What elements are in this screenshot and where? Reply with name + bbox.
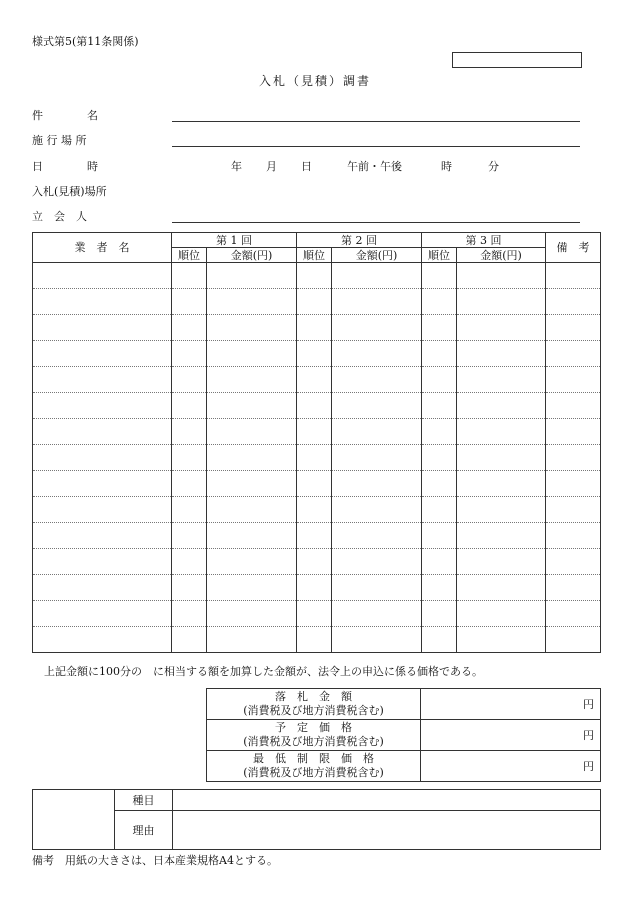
remarks-cell[interactable] <box>546 549 601 575</box>
vendor-cell[interactable] <box>33 341 172 367</box>
amount-cell[interactable] <box>207 393 297 419</box>
rank-cell[interactable] <box>422 289 457 315</box>
rank-cell[interactable] <box>172 471 207 497</box>
table-row <box>33 549 601 575</box>
price-amount-minimum[interactable] <box>421 751 601 782</box>
table-row <box>33 263 601 289</box>
rank-cell[interactable] <box>172 419 207 445</box>
rank-cell[interactable] <box>172 289 207 315</box>
rank-cell[interactable] <box>422 575 457 601</box>
amount-cell[interactable] <box>207 523 297 549</box>
amount-cell[interactable] <box>332 445 422 471</box>
rank-cell[interactable] <box>297 289 332 315</box>
rank-cell[interactable] <box>422 445 457 471</box>
amount-cell[interactable] <box>457 367 546 393</box>
amount-cell[interactable] <box>207 627 297 653</box>
rank-cell[interactable] <box>172 601 207 627</box>
datetime-ampm: 午前・午後 <box>347 160 402 173</box>
table-row <box>33 445 601 471</box>
amount-cell[interactable] <box>457 471 546 497</box>
price-label-main: 予 定 価 格 <box>275 721 352 734</box>
table-row <box>33 315 601 341</box>
vendor-cell[interactable] <box>33 445 172 471</box>
vendor-cell[interactable] <box>33 497 172 523</box>
rank-cell[interactable] <box>172 549 207 575</box>
amount-cell[interactable] <box>457 341 546 367</box>
price-row-award <box>207 689 601 720</box>
amount-cell[interactable] <box>332 263 422 289</box>
amount-cell[interactable] <box>457 315 546 341</box>
amount-cell[interactable] <box>457 393 546 419</box>
rank-cell[interactable] <box>297 393 332 419</box>
rank-cell[interactable] <box>297 497 332 523</box>
rank-cell[interactable] <box>422 341 457 367</box>
rank-cell[interactable] <box>297 367 332 393</box>
amount-cell[interactable] <box>207 341 297 367</box>
amount-cell[interactable] <box>457 289 546 315</box>
rank-cell[interactable] <box>297 315 332 341</box>
amount-cell[interactable] <box>207 263 297 289</box>
amount-cell[interactable] <box>207 575 297 601</box>
remarks-cell[interactable] <box>546 419 601 445</box>
vendor-cell[interactable] <box>33 523 172 549</box>
remarks-cell[interactable] <box>546 393 601 419</box>
rank-cell[interactable] <box>297 263 332 289</box>
rank-cell[interactable] <box>172 627 207 653</box>
vendor-cell[interactable] <box>33 263 172 289</box>
price-row-planned <box>207 720 601 751</box>
amount-cell[interactable] <box>332 549 422 575</box>
price-row-minimum <box>207 751 601 782</box>
table-row <box>33 523 601 549</box>
price-label-sub: (消費税及び地方消費税含む) <box>243 704 384 717</box>
rank-cell[interactable] <box>422 601 457 627</box>
amount-cell[interactable] <box>457 497 546 523</box>
rank-cell[interactable] <box>297 575 332 601</box>
table-row <box>33 393 601 419</box>
vendor-cell[interactable] <box>33 393 172 419</box>
witness-line[interactable] <box>172 222 580 223</box>
rank-cell[interactable] <box>297 341 332 367</box>
reason-blank-cell[interactable] <box>33 790 115 850</box>
round-header-1: 第 1 回 <box>172 233 297 248</box>
rank-cell[interactable] <box>297 601 332 627</box>
amount-cell[interactable] <box>332 341 422 367</box>
table-row <box>33 419 601 445</box>
price-label-sub: (消費税及び地方消費税含む) <box>243 766 384 779</box>
field-label-subject: 件 名 <box>32 109 98 122</box>
amount-cell[interactable] <box>332 601 422 627</box>
amount-cell[interactable] <box>457 445 546 471</box>
rank-cell[interactable] <box>172 523 207 549</box>
datetime-hour: 時 <box>441 160 452 173</box>
amount-cell[interactable] <box>332 523 422 549</box>
rank-cell[interactable] <box>297 549 332 575</box>
yen-unit: 円 <box>583 759 594 773</box>
remarks-cell[interactable] <box>546 367 601 393</box>
amount-cell[interactable] <box>207 497 297 523</box>
type-value[interactable] <box>173 790 601 811</box>
amount-cell[interactable] <box>207 601 297 627</box>
round-header-3: 第 3 回 <box>422 233 546 248</box>
rank-cell[interactable] <box>172 341 207 367</box>
remarks-cell[interactable] <box>546 601 601 627</box>
rank-header: 順位 <box>172 248 207 263</box>
stamp-box <box>452 52 582 68</box>
price-label <box>207 720 421 751</box>
rank-cell[interactable] <box>422 627 457 653</box>
amount-cell[interactable] <box>332 315 422 341</box>
rank-cell[interactable] <box>422 393 457 419</box>
rank-cell[interactable] <box>172 575 207 601</box>
datetime-year: 年 <box>231 160 242 173</box>
vendor-header: 業 者 名 <box>33 233 172 263</box>
round-header-2: 第 2 回 <box>297 233 422 248</box>
field-label-venue: 入札(見積)場所 <box>32 185 107 198</box>
rank-cell[interactable] <box>172 393 207 419</box>
rank-header: 順位 <box>297 248 332 263</box>
amount-cell[interactable] <box>457 523 546 549</box>
amount-cell[interactable] <box>332 419 422 445</box>
remarks-cell[interactable] <box>546 575 601 601</box>
amount-cell[interactable] <box>207 471 297 497</box>
vendor-cell[interactable] <box>33 315 172 341</box>
remarks-cell[interactable] <box>546 627 601 653</box>
remarks-cell[interactable] <box>546 315 601 341</box>
price-label <box>207 689 421 720</box>
price-amount-award[interactable] <box>421 689 601 720</box>
form-id: 様式第5(第11条関係) <box>32 35 139 48</box>
amount-cell[interactable] <box>207 549 297 575</box>
vendor-cell[interactable] <box>33 471 172 497</box>
rank-cell[interactable] <box>297 445 332 471</box>
rank-cell[interactable] <box>422 549 457 575</box>
datetime-month: 月 <box>266 160 277 173</box>
price-label-main: 落 札 金 額 <box>275 690 352 703</box>
price-label-main: 最 低 制 限 価 格 <box>253 752 374 765</box>
price-label <box>207 751 421 782</box>
vendor-cell[interactable] <box>33 627 172 653</box>
amount-cell[interactable] <box>332 575 422 601</box>
rank-header: 順位 <box>422 248 457 263</box>
datetime-day: 日 <box>301 160 312 173</box>
rank-cell[interactable] <box>422 497 457 523</box>
table-row <box>33 575 601 601</box>
rank-cell[interactable] <box>297 627 332 653</box>
vendor-cell[interactable] <box>33 367 172 393</box>
table-row <box>33 471 601 497</box>
table-row <box>33 497 601 523</box>
amount-cell[interactable] <box>207 419 297 445</box>
datetime-minute: 分 <box>488 160 499 173</box>
amount-cell[interactable] <box>457 263 546 289</box>
amount-cell[interactable] <box>332 289 422 315</box>
subject-line[interactable] <box>172 121 580 122</box>
amount-cell[interactable] <box>457 627 546 653</box>
vendor-cell[interactable] <box>33 289 172 315</box>
rank-cell[interactable] <box>297 471 332 497</box>
price-label-sub: (消費税及び地方消費税含む) <box>243 735 384 748</box>
amount-cell[interactable] <box>207 445 297 471</box>
field-label-witness: 立 会 人 <box>32 210 87 223</box>
amount-header: 金額(円) <box>457 248 546 263</box>
amount-cell[interactable] <box>332 393 422 419</box>
amount-cell[interactable] <box>457 601 546 627</box>
rank-cell[interactable] <box>172 497 207 523</box>
remarks-cell[interactable] <box>546 497 601 523</box>
field-label-datetime: 日 時 <box>32 160 98 173</box>
table-row <box>33 367 601 393</box>
yen-unit: 円 <box>583 697 594 711</box>
remarks-cell[interactable] <box>546 289 601 315</box>
amount-header: 金額(円) <box>207 248 297 263</box>
rank-cell[interactable] <box>172 367 207 393</box>
field-label-location: 施 行 場 所 <box>32 134 87 147</box>
remarks-cell[interactable] <box>546 445 601 471</box>
rank-cell[interactable] <box>172 263 207 289</box>
rank-cell[interactable] <box>172 315 207 341</box>
rank-cell[interactable] <box>422 419 457 445</box>
rank-cell[interactable] <box>422 367 457 393</box>
rank-cell[interactable] <box>422 523 457 549</box>
rank-cell[interactable] <box>422 471 457 497</box>
vendor-cell[interactable] <box>33 575 172 601</box>
reason-table <box>32 789 601 850</box>
yen-unit: 円 <box>583 728 594 742</box>
table-row <box>33 627 601 653</box>
tax-note: 上記金額に100分の に相当する額を加算した金額が、法令上の申込に係る価格である。 <box>44 665 483 678</box>
price-amount-planned[interactable] <box>421 720 601 751</box>
location-line[interactable] <box>172 146 580 147</box>
amount-cell[interactable] <box>457 419 546 445</box>
vendor-cell[interactable] <box>33 419 172 445</box>
rank-cell[interactable] <box>422 315 457 341</box>
rank-cell[interactable] <box>297 523 332 549</box>
amount-cell[interactable] <box>207 315 297 341</box>
rank-cell[interactable] <box>297 419 332 445</box>
amount-cell[interactable] <box>332 367 422 393</box>
amount-cell[interactable] <box>207 367 297 393</box>
amount-cell[interactable] <box>332 497 422 523</box>
rank-cell[interactable] <box>422 263 457 289</box>
remarks-header: 備 考 <box>546 233 601 263</box>
page-title: 入札（見積）調書 <box>258 74 371 88</box>
amount-cell[interactable] <box>332 471 422 497</box>
type-label: 種目 <box>115 790 173 811</box>
table-row <box>33 289 601 315</box>
vendor-cell[interactable] <box>33 601 172 627</box>
remarks-cell[interactable] <box>546 263 601 289</box>
rank-cell[interactable] <box>172 445 207 471</box>
remarks-cell[interactable] <box>546 471 601 497</box>
price-table <box>206 688 601 782</box>
reason-label: 理由 <box>115 811 173 850</box>
remarks-cell[interactable] <box>546 523 601 549</box>
table-row <box>33 601 601 627</box>
table-row <box>33 341 601 367</box>
vendor-cell[interactable] <box>33 549 172 575</box>
amount-cell[interactable] <box>332 627 422 653</box>
amount-cell[interactable] <box>457 575 546 601</box>
amount-header: 金額(円) <box>332 248 422 263</box>
reason-value[interactable] <box>173 811 601 850</box>
remarks-cell[interactable] <box>546 341 601 367</box>
amount-cell[interactable] <box>207 289 297 315</box>
footnote: 備考 用紙の大きさは、日本産業規格A4とする。 <box>32 854 278 867</box>
amount-cell[interactable] <box>457 549 546 575</box>
bid-table <box>32 232 601 653</box>
